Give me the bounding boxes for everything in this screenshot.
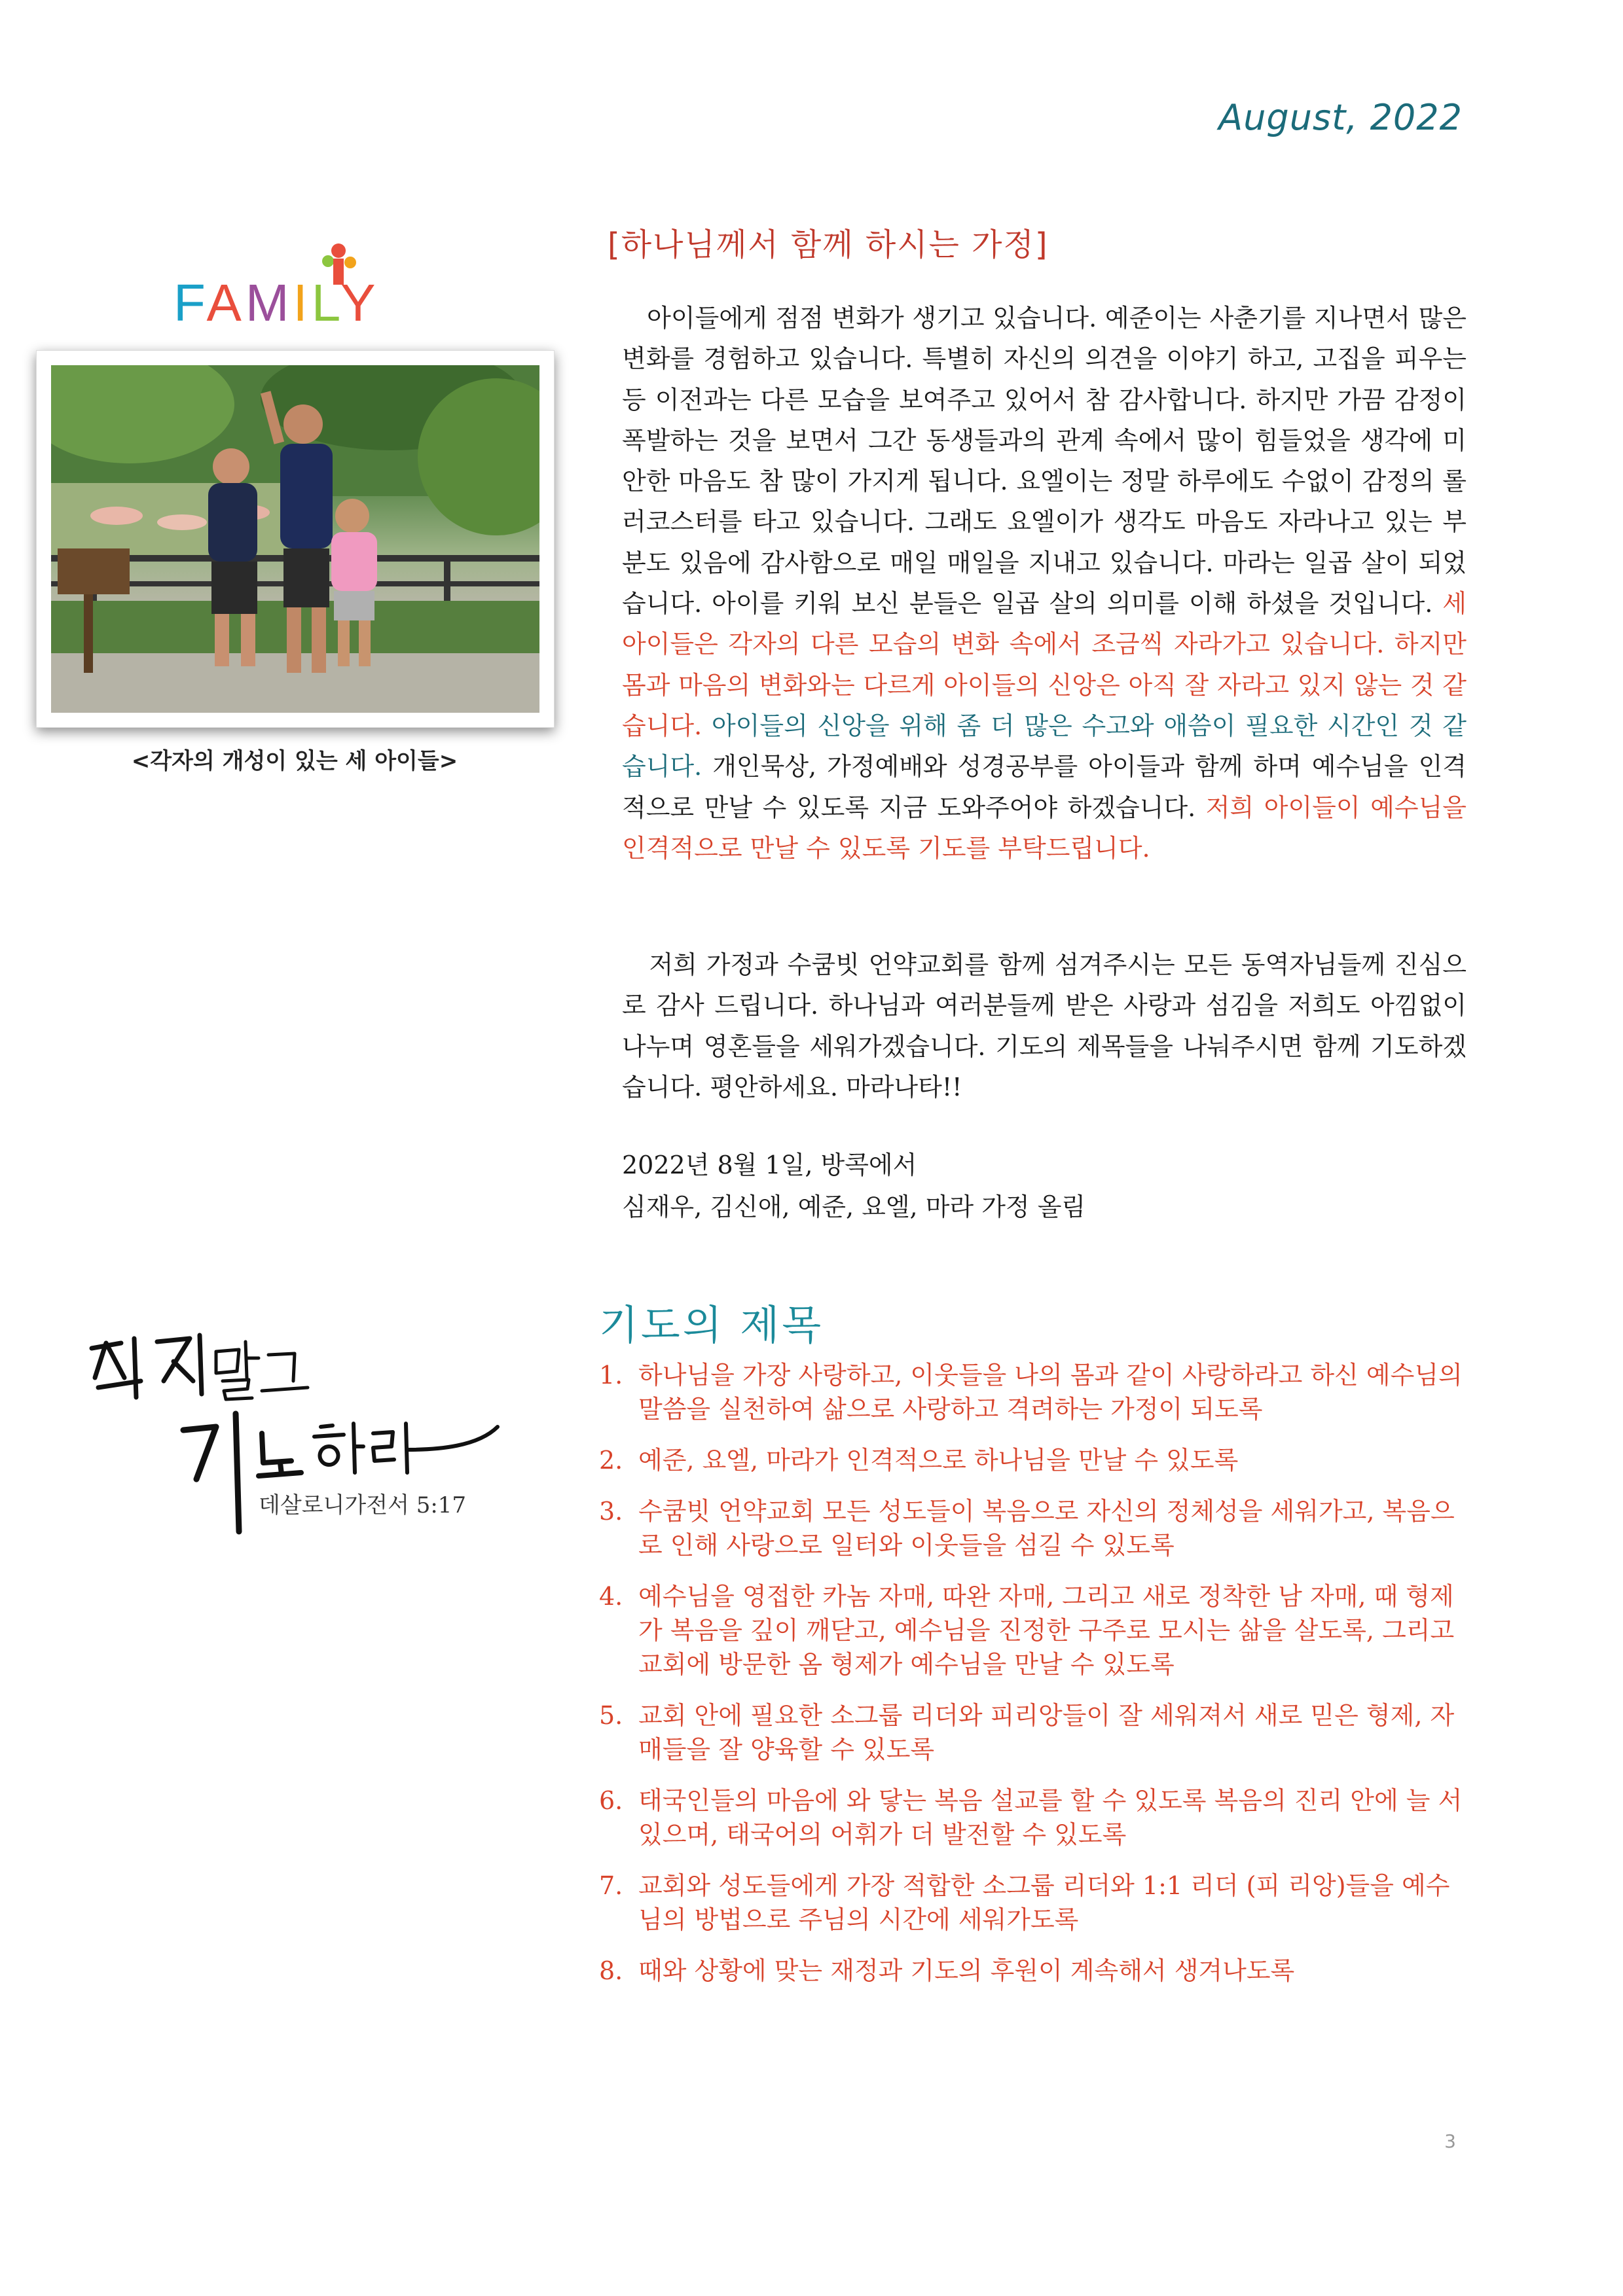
prayer-item-3: 3. 수쿰빗 언약교회 모든 성도들이 복음으로 자신의 정체성을 세워가고, 복음으로 인해 사랑으로 일터와 이웃들을 섬길 수 있도록 [599,1497,1455,1560]
article-paragraph-1 [622,298,1467,869]
paragraph-1-highlight-red: 세 아이들은 각자의 다른 모습의 변화 속에서 조금씩 자라가고 있습니다. 하지만 몸과 마음의 변화와는 다르게 아이들의 신앙은 아직 잘 자라고 있지 않는 것 같습니다. [622,589,1467,740]
prayer-item-5: 5. 교회 안에 필요한 소그룹 리더와 피리앙들이 잘 세워져서 새로 믿은 형제, 자매들을 잘 양육할 수 있도록 [599,1701,1455,1764]
paragraph-1-text-2: 개인묵상, 가정예배와 성경공부를 아이들과 함께 하며 예수님을 인격적으로 만날 수 있도록 지금 도와주어야 하겠습니다. [622,752,1467,822]
signature-date: 2022년 8월 1일, 방콕에서 [622,1151,917,1179]
prayer-heading: 기도의 제목 [599,1301,824,1349]
paragraph-1-highlight-teal: 아이들의 신앙을 위해 좀 더 많은 수고와 애씀이 필요한 시간인 것 같습니다. [622,711,1467,781]
family-logo [173,239,448,332]
paragraph-2-text: 저희 가정과 수쿰빗 언약교회를 함께 섬겨주시는 모든 동역자님들께 진심으로 감사 드립니다. 하나님과 여러분들께 받은 사랑과 섬김을 저희도 아낌없이 나누며 영혼들을 세워가겠습니다. 기도의 제목들을 나눠주시면 함께 기도하겠습니다. 평안하세요. 마라나타!! [622,950,1467,1102]
prayer-item-1: 1. 하나님을 가장 사랑하고, 이웃들을 나의 몸과 같이 사랑하라고 하신 예수님의 말씀을 실천하여 삶으로 사랑하고 격려하는 가정이 되도록 [599,1361,1463,1424]
calligraphy-reference: 데살로니가전서 5:17 [259,1492,467,1518]
calligraphy-graphic [85,1316,504,1597]
page-number: 3 [1444,2130,1456,2152]
family-photo [51,365,539,713]
prayer-item-4: 4. 예수님을 영접한 카놈 자매, 따완 자매, 그리고 새로 정착한 남 자매, 때 형제가 복음을 깊이 깨닫고, 예수님을 진정한 구주로 모시는 삶을 살도록, 그리고 교회에 방문한 옴 형제가 예수님을 만날 수 있도록 [599,1582,1455,1679]
article-title: [하나님께서 함께 하시는 가정] [608,226,1049,263]
paragraph-1-prayer-request: 저희 아이들이 예수님을 인격적으로 만날 수 있도록 기도를 부탁드립니다. [622,793,1467,863]
signature-names: 심재우, 김신애, 예준, 요엘, 마라 가정 올림 [622,1193,1086,1221]
prayer-item-8: 8. 때와 상황에 맞는 재정과 기도의 후원이 계속해서 생겨나도록 [599,1956,1295,1985]
photo-caption: <각자의 개성이 있는 세 아이들> [131,748,458,774]
prayer-list [599,1358,1470,2005]
prayer-item-7: 7. 교회와 성도들에게 가장 적합한 소그룹 리더와 1:1 리더 (피 리앙)들을 예수님의 방법으로 주님의 시간에 세워가도록 [599,1871,1450,1934]
prayer-item-6: 6. 태국인들의 마음에 와 닿는 복음 설교를 할 수 있도록 복음의 진리 안에 늘 서 있으며, 태국어의 어휘가 더 발전할 수 있도록 [599,1786,1463,1849]
article-paragraph-2 [622,944,1467,1107]
issue-date: August, 2022 [1218,97,1463,138]
family-logo-text: FAMILY [173,274,380,332]
calligraphy-verse [85,1316,504,1597]
paragraph-1-text: 아이들에게 점점 변화가 생기고 있습니다. 예준이는 사춘기를 지나면서 많은 변화를 경험하고 있습니다. 특별히 자신의 의견을 이야기 하고, 고집을 피우는 등 이전과는 다른 모습을 보여주고 있어서 참 감사합니다. 하지만 가끔 감정이 폭발하는 것을 보면서 그간 동생들과의 관계 속에서 많이 힘들었을 생각에 미안한 마음도 참 많이 가지게 됩니다. 요엘이는 정말 하루에도 수없이 감정의 롤러코스터를 타고 있습니다. 그래도 요엘이가 생각도 마음도 자라나고 있는 부분도 있음에 감사함으로 매일 매일을 지내고 있습니다. 마라는 일곱 살이 되었습니다. 아이를 키워 보신 분들은 일곱 살의 의미를 이해 하셨을 것입니다. [622,304,1467,619]
family-photo-frame [36,350,555,728]
prayer-item-2: 2. 예준, 요엘, 마라가 인격적으로 하나님을 만날 수 있도록 [599,1446,1239,1475]
